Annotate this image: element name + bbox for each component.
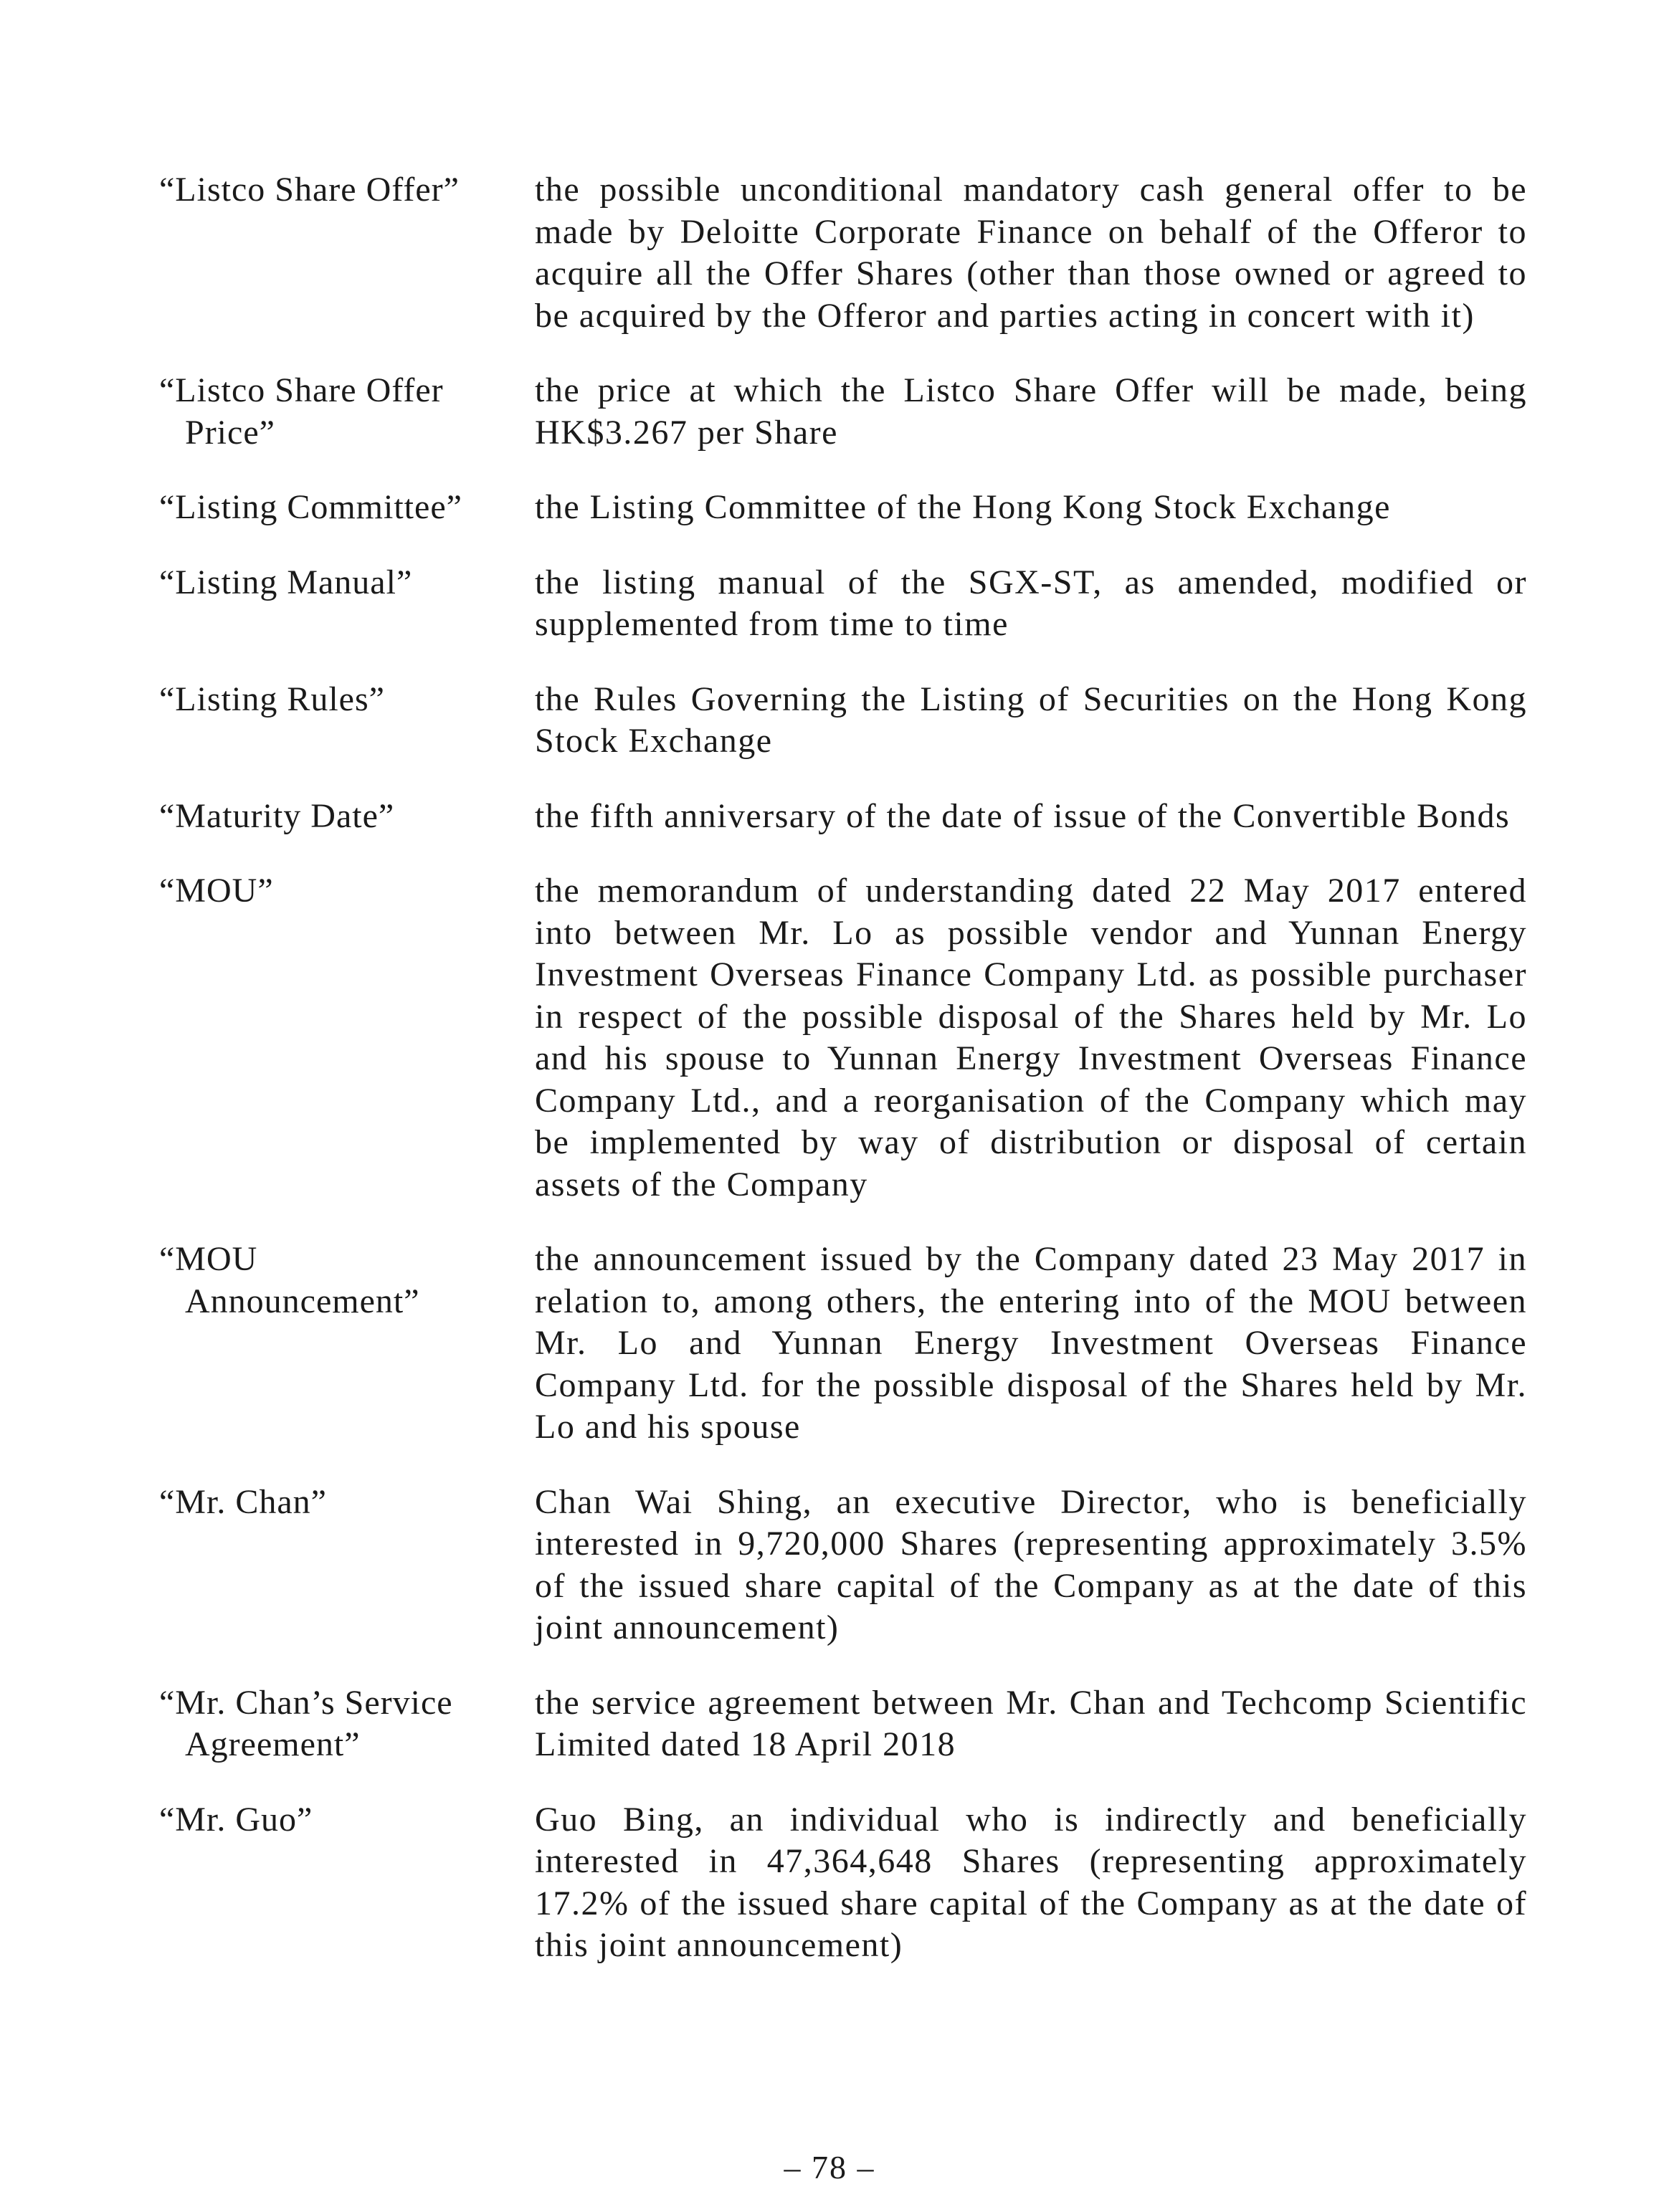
definition-term: “Mr. Chan”: [159, 1482, 327, 1521]
definition-text: the listing manual of the SGX-ST, as amended, modified or supplemented from time to time: [535, 563, 1527, 643]
page-number: – 78 –: [784, 2149, 875, 2185]
definition-term: “Listing Committee”: [159, 488, 462, 526]
definition-term: “MOU Announcement”: [159, 1240, 420, 1320]
definition-entry: [159, 562, 1527, 646]
definition-text: the memorandum of understanding dated 22 May 2017 entered into between Mr. Lo as possible vendor and Yunnan Energy Investment Overseas Finance Company Ltd. as possible purchaser in respect of the possible disposal of the Shares held by Mr. Lo and his spouse to Yunnan Energy Investment Overseas Finance Company Ltd., and a reorganisation of the Company which may be implemented by way of distribution or disposal of certain assets of the Company: [535, 872, 1527, 1203]
definition-entry: [159, 1799, 1527, 1967]
definition-text: the announcement issued by the Company dated 23 May 2017 in relation to, among others, the entering into of the MOU between Mr. Lo and Yunnan Energy Investment Overseas Finance Company Ltd. for the possible disposal of the Shares held by Mr. Lo and his spouse: [535, 1240, 1527, 1446]
definition-entry: [159, 870, 1527, 1206]
definition-entry: [159, 1239, 1527, 1449]
definition-term: “Mr. Chan’s Service Agreement”: [159, 1683, 453, 1763]
definition-text: Chan Wai Shing, an executive Director, who is beneficially interested in 9,720,000 Shares (representing approximately 3.5% of the issued share capital of the Company as at the date of this joint announcement): [535, 1482, 1527, 1646]
definition-text: the price at which the Listco Share Offer will be made, being HK$3.267 per Share: [535, 371, 1527, 452]
definition-text: the possible unconditional mandatory cash general offer to be made by Deloitte Corporate Finance on behalf of the Offeror to acquire all the Offer Shares (other than those owned or agreed to be acquired by the Offeror and parties acting in concert with it): [535, 171, 1527, 335]
definition-entry: [159, 370, 1527, 454]
definition-entry: [159, 1682, 1527, 1766]
definition-term: “Listing Manual”: [159, 563, 413, 601]
definition-entry: [159, 487, 1527, 529]
definition-term: “Listing Rules”: [159, 680, 385, 718]
definition-text: the service agreement between Mr. Chan and Techcomp Scientific Limited dated 18 April 2018: [535, 1683, 1527, 1763]
definition-text: the fifth anniversary of the date of issue of the Convertible Bonds: [535, 796, 1511, 835]
definition-entry: [159, 1482, 1527, 1649]
definition-term: “Mr. Guo”: [159, 1800, 313, 1839]
definition-entry: [159, 796, 1527, 838]
definition-term: “MOU”: [159, 872, 274, 910]
definitions-list: [159, 169, 1527, 2000]
definition-term: “Listco Share Offer Price”: [159, 371, 444, 452]
definition-text: Guo Bing, an individual who is indirectly and beneficially interested in 47,364,648 Shares (representing approximately 17.2% of the issued share capital of the Company as at the date of this joint announcement): [535, 1800, 1527, 1964]
definition-text: the Rules Governing the Listing of Securities on the Hong Kong Stock Exchange: [535, 680, 1527, 760]
definition-term: “Listco Share Offer”: [159, 171, 460, 209]
definition-entry: [159, 679, 1527, 763]
definition-text: the Listing Committee of the Hong Kong Stock Exchange: [535, 488, 1391, 526]
definition-term: “Maturity Date”: [159, 796, 395, 835]
definition-entry: [159, 169, 1527, 337]
